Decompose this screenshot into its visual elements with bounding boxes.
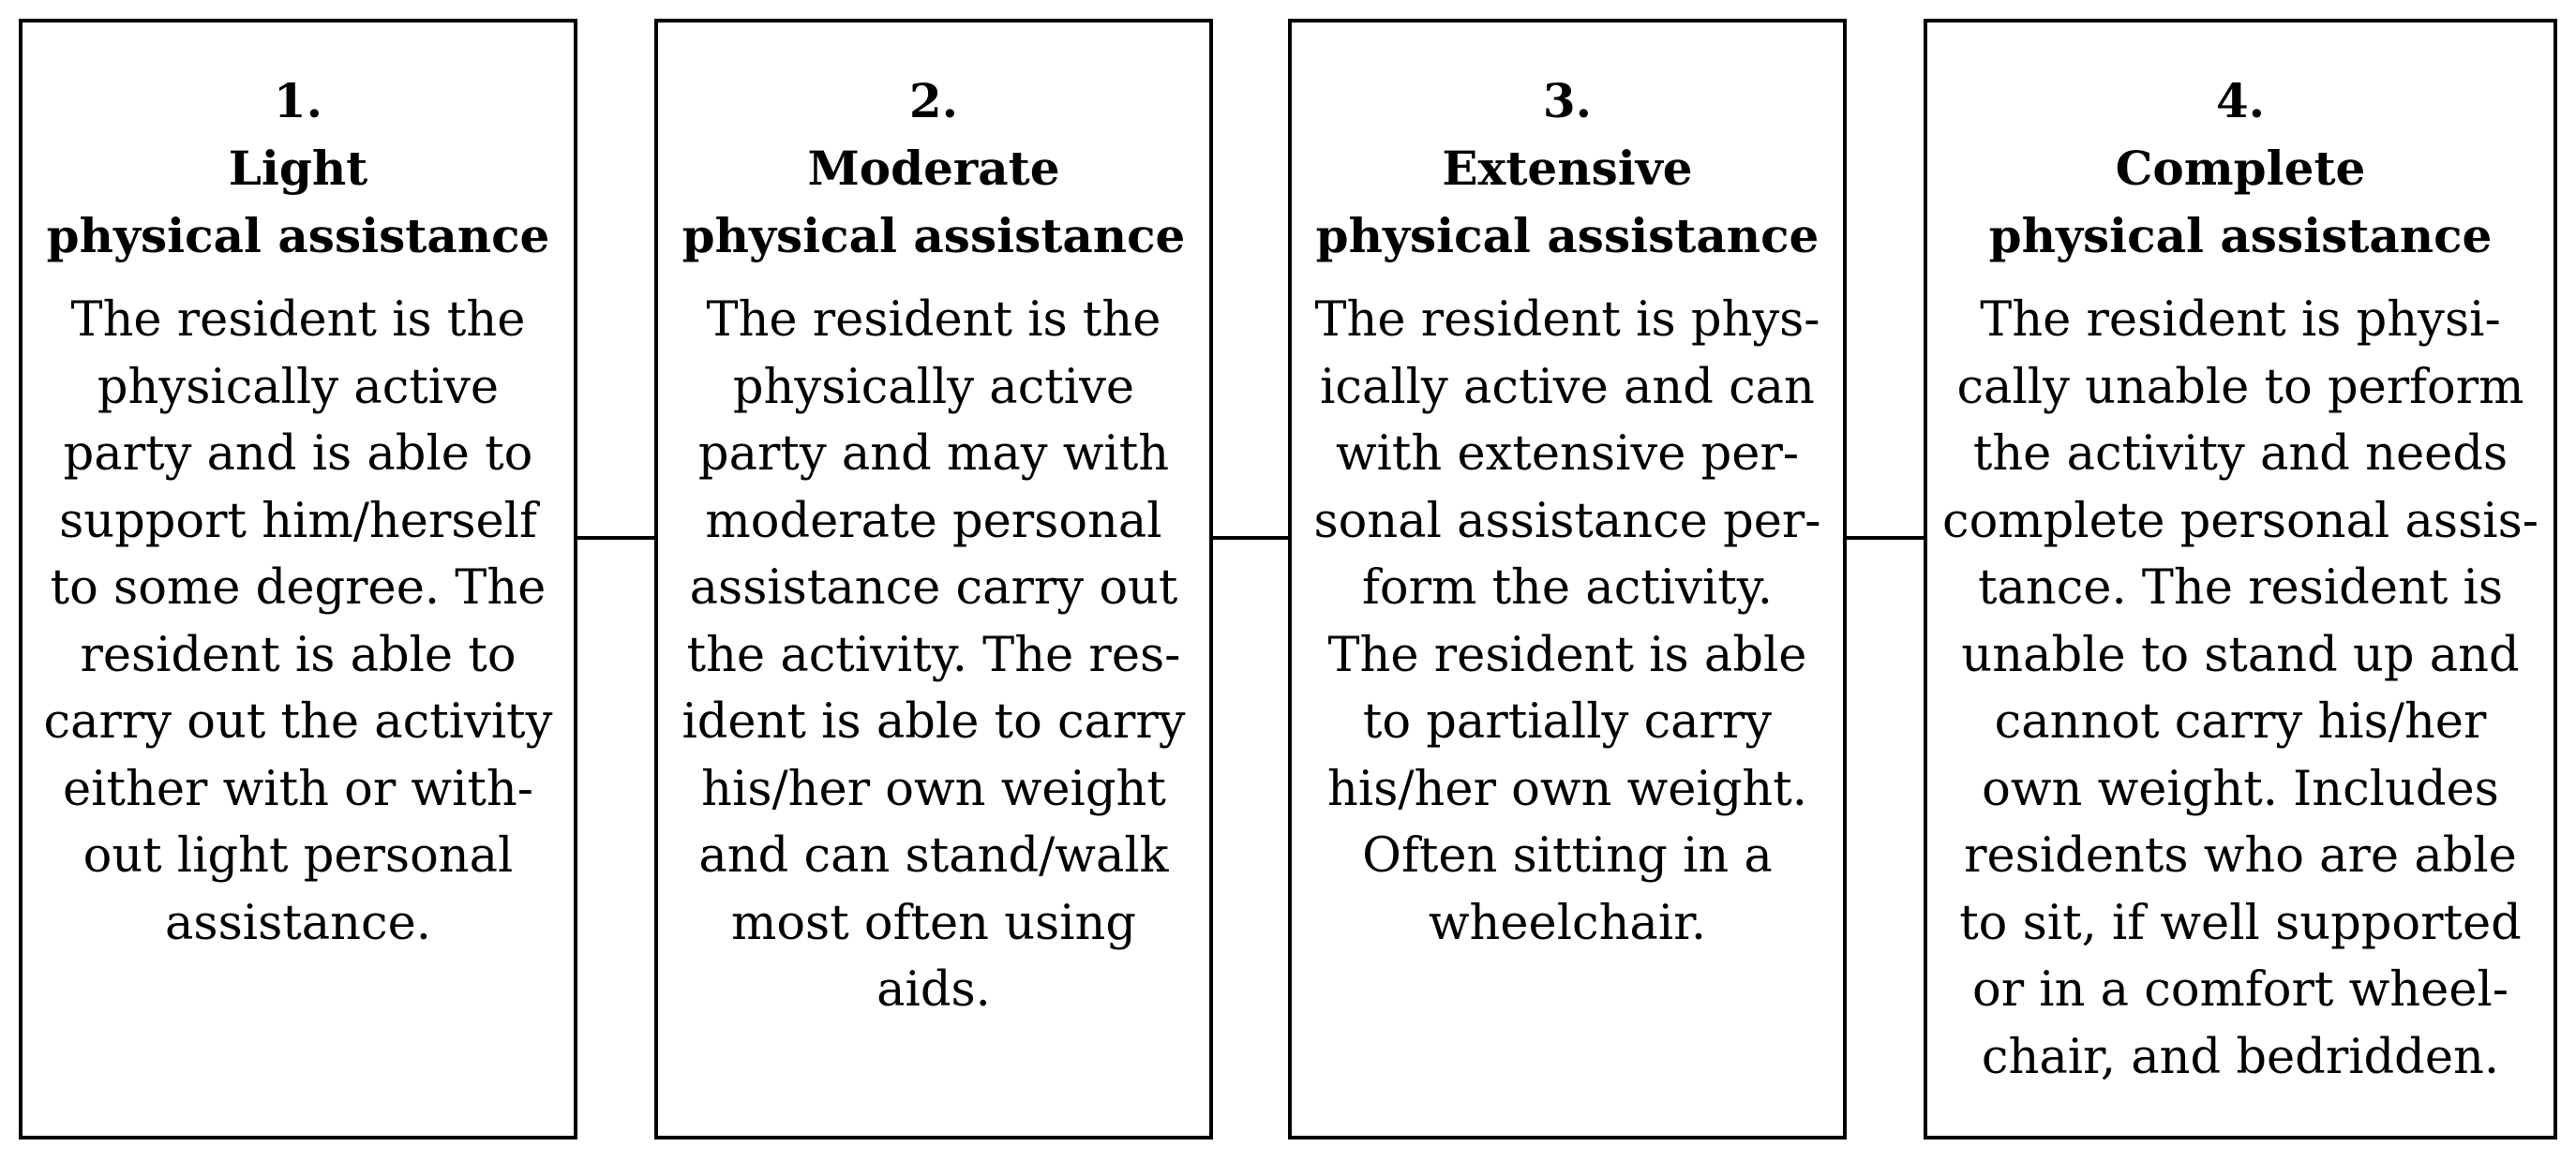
box-content (22, 67, 574, 957)
box-number: 2. (908, 73, 959, 128)
description-line: his/her own weight. (1327, 761, 1807, 817)
box-content (658, 67, 1209, 1024)
box-description (658, 287, 1209, 1024)
box-subtitle: physical assistance (681, 208, 1186, 263)
description-line: to partially carry (1362, 694, 1773, 750)
description-line: to sit, if well supported (1959, 895, 2522, 951)
description-line: tance. The resident is (1977, 560, 2504, 616)
box-subtitle: physical assistance (46, 208, 550, 263)
box-description (1292, 287, 1843, 957)
description-line: The resident is able (1327, 627, 1807, 683)
description-line: party and is able to (63, 426, 533, 482)
description-line: resident is able to (80, 627, 517, 683)
description-line: or in a comfort wheel- (1972, 962, 2509, 1018)
description-line: cally unable to perform (1956, 359, 2524, 415)
description-line: either with or with- (63, 761, 533, 817)
description-line: and can stand/walk (698, 828, 1169, 884)
description-line: residents who are able (1964, 828, 2517, 884)
box-number: 3. (1542, 73, 1593, 128)
box-number: 4. (2215, 73, 2266, 128)
description-line: out light personal (82, 828, 514, 884)
box-level: Extensive (1442, 141, 1693, 196)
description-line: The resident is the (706, 292, 1161, 348)
description-line: carry out the activity (43, 694, 553, 750)
description-line: The resident is phys- (1314, 292, 1820, 348)
assistance-box-complete (1924, 19, 2557, 1140)
description-line: own weight. Includes (1982, 761, 2499, 817)
assistance-box-extensive (1288, 19, 1847, 1140)
box-description (1927, 287, 2554, 1091)
box-content (1927, 67, 2554, 1091)
box-content (1292, 67, 1843, 957)
description-line: party and may with (697, 426, 1170, 482)
connector-1-2 (574, 536, 656, 540)
description-line: support him/herself (59, 493, 537, 549)
box-number: 1. (273, 73, 323, 128)
description-line: the activity. The res- (686, 627, 1181, 683)
description-line: unable to stand up and (1961, 627, 2520, 683)
box-level: Moderate (807, 141, 1060, 196)
description-line: ically active and can (1320, 359, 1815, 415)
box-subtitle: physical assistance (1988, 208, 2493, 263)
description-line: The resident is the (70, 292, 526, 348)
description-line: wheelchair. (1428, 895, 1707, 951)
description-line: to some degree. The (50, 560, 547, 616)
description-line: chair, and bedridden. (1981, 1029, 2500, 1085)
assistance-box-moderate (654, 19, 1213, 1140)
box-level: Light (228, 141, 368, 196)
description-line: form the activity. (1362, 560, 1773, 616)
box-description (22, 287, 574, 957)
box-subtitle: physical assistance (1315, 208, 1820, 263)
description-line: aids. (876, 962, 991, 1018)
description-line: assistance. (165, 895, 431, 951)
description-line: assistance carry out (689, 560, 1178, 616)
description-line: The resident is physi- (1980, 292, 2501, 348)
assistance-box-light (19, 19, 577, 1140)
description-line: physically active (97, 359, 500, 415)
description-line: most often using (730, 895, 1137, 951)
description-line: physically active (732, 359, 1135, 415)
description-line: his/her own weight (701, 761, 1166, 817)
description-line: complete personal assis- (1942, 493, 2539, 549)
description-line: cannot carry his/her (1994, 694, 2487, 750)
description-line: moderate personal (705, 493, 1162, 549)
connector-2-3 (1209, 536, 1290, 540)
description-line: ident is able to carry (681, 694, 1186, 750)
description-line: sonal assistance per- (1313, 493, 1821, 549)
description-line: the activity and needs (1972, 426, 2509, 482)
description-line: with extensive per- (1335, 426, 1800, 482)
box-level: Complete (2115, 141, 2366, 196)
connector-3-4 (1843, 536, 1927, 540)
description-line: Often sitting in a (1362, 828, 1773, 884)
